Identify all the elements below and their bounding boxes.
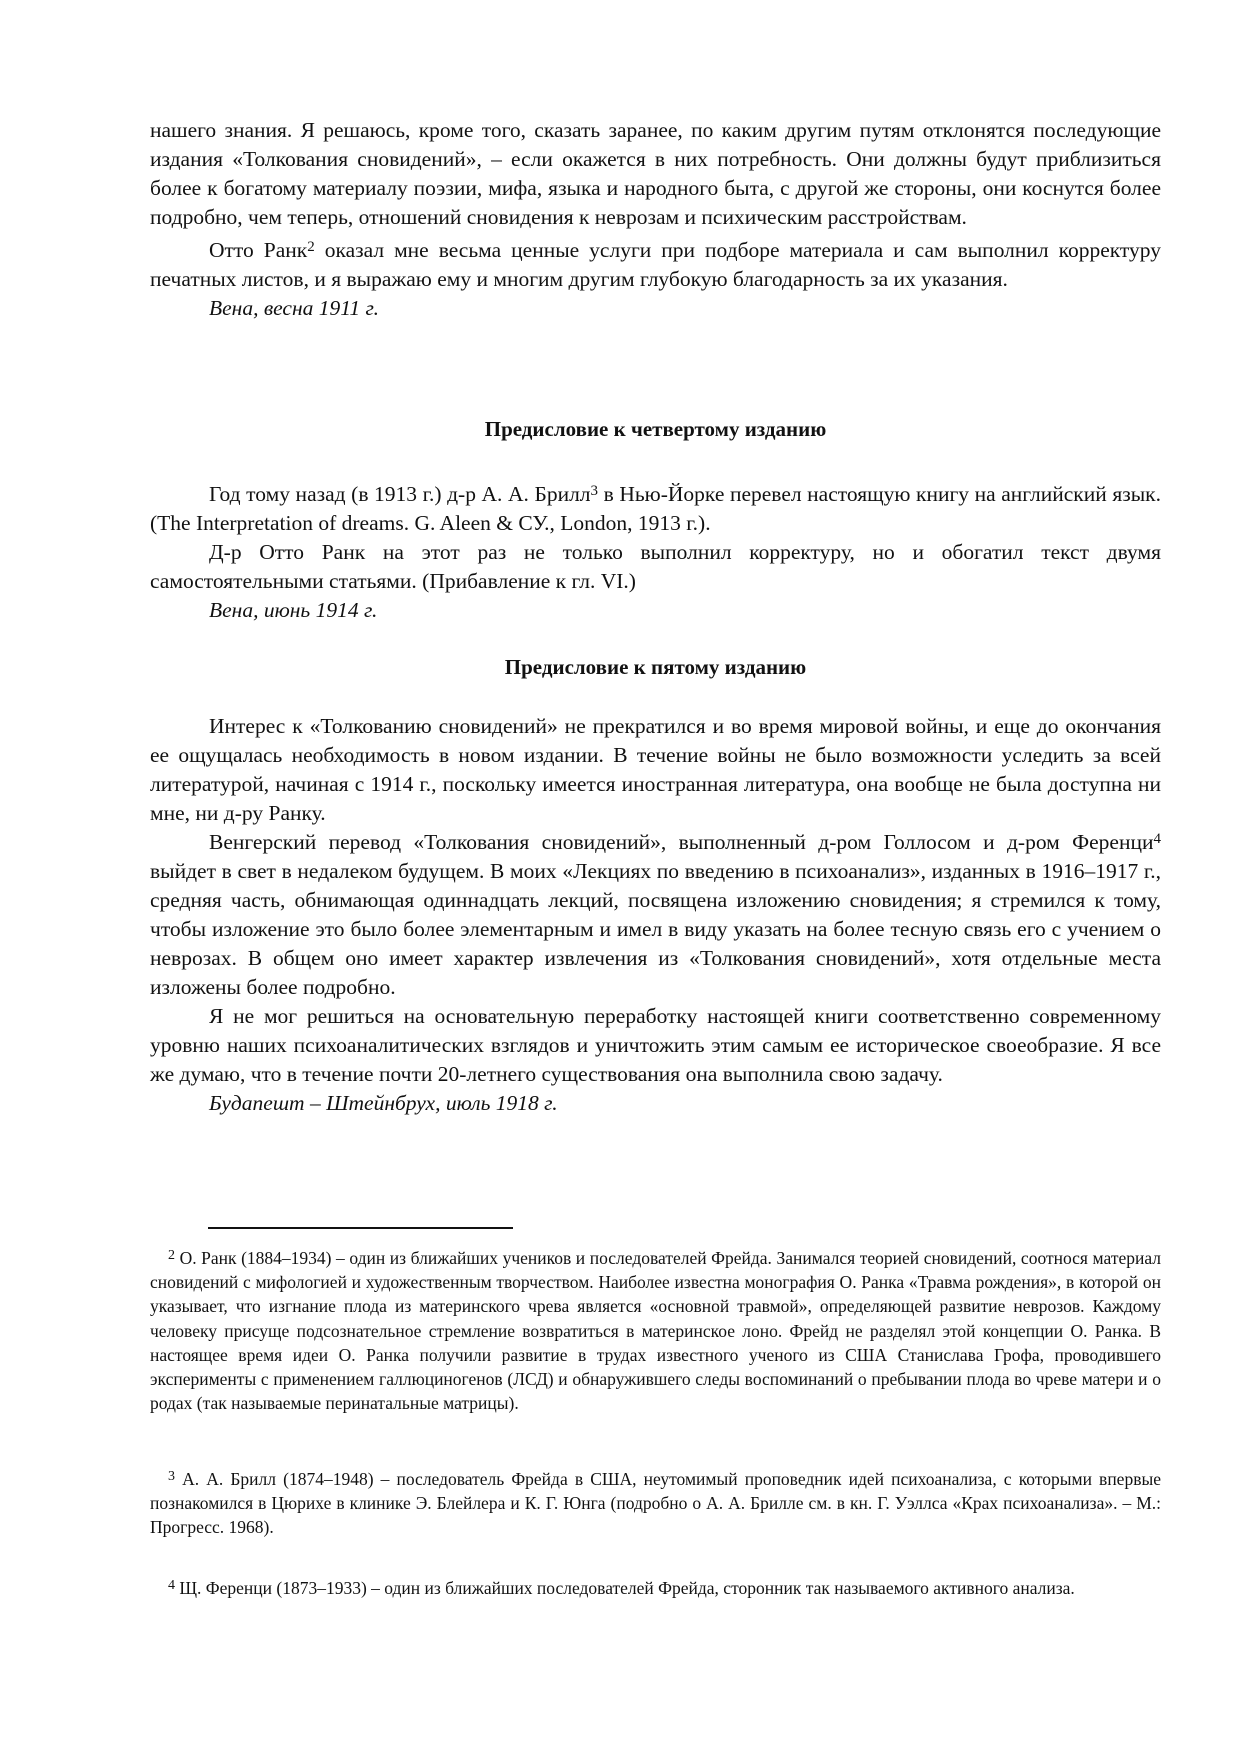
footnote-2: $^2$ О. Ранк (1884–1934) – один из ближайших учеников и последователей Фрейда. Занимался теорией сновидений, соотнося материал сновидений с мифологией и художественным творчеством. Наиболее известна монография О. Ранка «Травма рождения», в которой он указывает, что изгнание плода из материнского чрева является «основной травмой», определяющей развитие неврозов. Каждому человеку присуще подсознательное стремление возвратиться в материнское лоно. Фрейд не разделял этой концепции О. Ранка. В настоящее время идеи О. Ранка получили развитие в трудах известного ученого из США Станислава Грофа, проводившего эксперименты с применением галлюциногенов (ЛСД) и обнаружившего следы воспоминаний о пребывании плода во чреве матери и о родах (так называемые перинатальные матрицы). (150, 1248, 1161, 1414)
footnote-3: $^3$ А. А. Брилл (1874–1948) – последователь Фрейда в США, неутомимый проповедник идей психоанализа, с которыми впервые познакомился в Цюрихе в клинике Э. Блейлера и К. Г. Юнга (подробно о А. А. Брилле см. в кн. Г. Уэллса «Крах психоанализа». – М.: Прогресс. 1968). (150, 1469, 1161, 1538)
footnote-separator (208, 1227, 513, 1229)
date-signature: Будапешт – Штейнбрух, июль 1918 г. (209, 1091, 558, 1115)
footnote-4: $^4$ Щ. Ференци (1873–1933) – один из ближайших последователей Фрейда, сторонник так называемого активного анализа. (168, 1578, 1075, 1598)
paragraph: нашего знания. Я решаюсь, кроме того, сказать заранее, по каким другим путям отклонятся последующие издания «Толкования сновидений», – если окажется в них потребность. Они должны будут приблизиться более к богатому материалу поэзии, мифа, языка и народного быта, с другой же стороны, они коснутся более подробно, чем теперь, отношений сновидения к неврозам и психическим расстройствам. (150, 118, 1161, 229)
paragraph: Венгерский перевод «Толкования сновидений», выполненный д-ром Голлосом и д-ром Ференци$^4$ выйдет в свет в недалеком будущем. В моих «Лекциях по введению в психоанализ», изданных в 1916–1917 г., средняя часть, обнимающая одиннадцать лекций, посвящена изложению сновидения; я стремился к тому, чтобы изложение это было более элементарным и имел в виду указать на более тесную связь его с учением о неврозах. В общем оно имеет характер извлечения из «Толкования сновидений», хотя отдельные места изложены более подробно. (150, 830, 1161, 999)
section-heading: Предисловие к пятому изданию (504, 655, 807, 679)
footnote-number: 3 (168, 1469, 175, 1484)
footnote-ref[interactable]: 2 (307, 239, 315, 255)
preface-third-ending (150, 116, 1161, 323)
paragraph: Я не мог решиться на основательную переработку настоящей книги соответственно современному уровню наших психоаналитических взглядов и уничтожить этим самым ее историческое своеобразие. Я все же думаю, что в течение почти 20-летнего существования она выполнила свою задачу. (150, 1004, 1161, 1086)
footnote-ref[interactable]: 3 (590, 483, 599, 499)
paragraph: Интерес к «Толкованию сновидений» не прекратился и во время мировой войны, и еще до окончания ее ощущалась необходимость в новом издании. В течение войны не было возможности уследить за всей литературой, начиная с 1914 г., поскольку имеется иностранная литература, она вообще не была доступна ни мне, ни д-ру Ранку. (150, 714, 1161, 825)
footnote-number: 2 (168, 1248, 175, 1263)
date-signature: Вена, весна 1911 г. (209, 296, 380, 320)
paragraph: Отто Ранк$^2$ оказал мне весьма ценные услуги при подборе материала и сам выполнил корректуру печатных листов, и я выражаю ему и многим другим глубокую благодарность за их указания. (150, 238, 1161, 291)
section-heading: Предисловие к четвертому изданию (484, 417, 827, 441)
footnote-ref[interactable]: 4 (1153, 831, 1161, 847)
paragraph: Д-р Отто Ранк на этот раз не только выполнил корректуру, но и обогатил текст двумя самостоятельными статьями. (Прибавление к гл. VI.) (150, 540, 1161, 593)
date-signature: Вена, июнь 1914 г. (209, 598, 378, 622)
preface-fourth (150, 415, 1161, 625)
footnote-number: 4 (168, 1578, 175, 1593)
preface-fifth (150, 653, 1161, 1118)
paragraph: Год тому назад (в 1913 г.) д-р А. А. Брилл$^3$ в Нью-Йорке перевел настоящую книгу на английский язык. (The Interpretation of dreams. G. Aleen & СУ., London, 1913 г.). (150, 482, 1161, 535)
